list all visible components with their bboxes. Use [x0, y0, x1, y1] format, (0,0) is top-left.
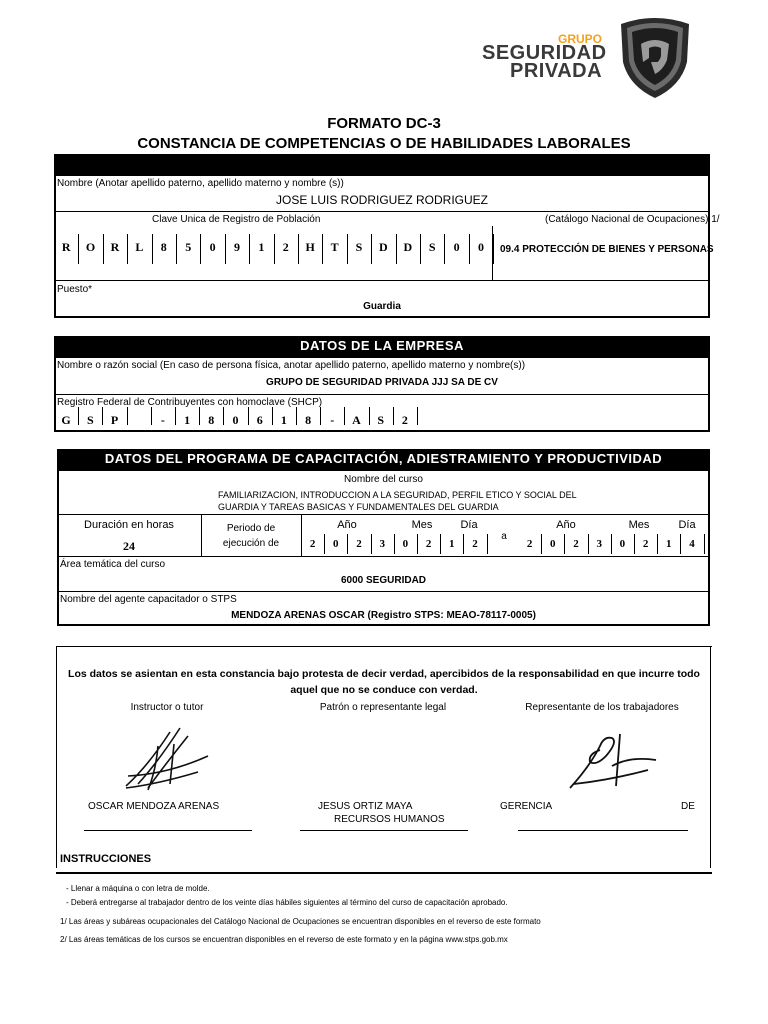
- curp-char: 8: [160, 240, 167, 254]
- worker-name-label: Nombre (Anotar apellido paterno, apellido materno y nombre (s)): [57, 178, 344, 189]
- curp-char: 0: [453, 240, 460, 254]
- curp-char: 1: [258, 240, 265, 254]
- curp-char: 0: [477, 240, 484, 254]
- curp-char: 9: [233, 240, 240, 254]
- end-year-label: Año: [556, 519, 576, 531]
- cell-divider: [417, 407, 418, 425]
- course-name-line1: FAMILIARIZACION, INTRODUCCION A LA SEGURIDAD, PERFIL ETICO Y SOCIAL DEL: [218, 490, 577, 500]
- rfc-char: 0: [232, 413, 239, 427]
- agent-label: Nombre del agente capacitador o STPS: [60, 594, 237, 605]
- company-header: DATOS DE LA EMPRESA: [54, 336, 710, 356]
- instructions-header: INSTRUCCIONES: [60, 853, 152, 865]
- rfc-char: A: [352, 413, 361, 427]
- period-label-2: ejecución de: [222, 538, 280, 549]
- occupation-value: 09.4 PROTECCIÓN DE BIENES Y PERSONAS: [500, 244, 714, 255]
- instructor-label: Instructor o tutor: [130, 702, 204, 713]
- rfc-label: Registro Federal de Contribuyentes con homoclave (SHCP): [57, 397, 323, 408]
- sig-left-border: [56, 646, 57, 868]
- rfc-char: S: [86, 413, 94, 427]
- company-name: GRUPO DE SEGURIDAD PRIVADA JJJ SA DE CV: [266, 377, 498, 388]
- company-name-label: Nombre o razón social (En caso de persona física, anotar apellido paterno, apellido materno y nombre(s)): [57, 360, 526, 371]
- curp-char: R: [110, 240, 120, 254]
- course-label: Nombre del curso: [344, 474, 423, 485]
- rfc-char: 2: [401, 413, 408, 427]
- instructor-signature: [118, 726, 218, 794]
- end-month-label: Mes: [628, 519, 650, 531]
- rfc-char: 1: [280, 413, 287, 427]
- start-day-label: Día: [460, 519, 478, 531]
- instruction-item: 1/ Las áreas y subáreas ocupacionales del Catálogo Nacional de Ocupaciones se encuentran disponibles en el reverso de este formato: [60, 917, 541, 926]
- workers-rep-name-2: DE: [681, 801, 695, 812]
- rfc-char: P: [110, 413, 119, 427]
- start-month-label: Mes: [411, 519, 433, 531]
- instruction-item: 2/ Las áreas temáticas de los cursos se encuentran disponibles en el reverso de este formato y en la página www.stps.gob.mx: [60, 935, 508, 944]
- start-year-label: Año: [337, 519, 357, 531]
- divider: [54, 211, 710, 212]
- rfc-char: 8: [208, 413, 215, 427]
- area-label: Área temática del curso: [60, 559, 166, 570]
- curp-char: D: [379, 240, 388, 254]
- rfc-char: -: [330, 413, 335, 427]
- divider: [57, 591, 710, 592]
- date-digit: 2: [309, 538, 316, 550]
- instructor-sign-line: [84, 830, 252, 831]
- date-digit: 1: [449, 538, 455, 550]
- logo-line1: SEGURIDAD: [482, 42, 607, 64]
- instructor-name: OSCAR MENDOZA ARENAS: [88, 801, 220, 812]
- date-digit: 0: [402, 538, 409, 550]
- curp-char: S: [355, 240, 363, 254]
- rfc-char: -: [160, 413, 165, 427]
- employer-label: Patrón o representante legal: [319, 702, 447, 713]
- curp-char: R: [61, 240, 71, 254]
- cell-divider: [127, 407, 128, 425]
- rfc-char: 8: [305, 413, 312, 427]
- divider: [201, 514, 202, 556]
- rfc-char: G: [61, 413, 71, 427]
- form-title: FORMATO DC-3: [327, 115, 441, 132]
- duration-label: Duración en horas: [84, 519, 174, 531]
- curp-char: T: [330, 240, 339, 254]
- date-digit: 2: [526, 538, 533, 550]
- cell-divider: [487, 534, 488, 554]
- curp-char: S: [428, 240, 436, 254]
- divider: [57, 514, 710, 515]
- divider: [57, 556, 710, 557]
- curp-char: 0: [209, 240, 216, 254]
- workers-rep-label: Representante de los trabajadores: [525, 702, 679, 713]
- instructions-divider: [56, 872, 712, 874]
- curp-char: D: [403, 240, 413, 254]
- rfc-char: S: [377, 413, 385, 427]
- date-digit: 3: [596, 538, 602, 550]
- divider: [54, 280, 710, 281]
- form-subtitle: CONSTANCIA DE COMPETENCIAS O DE HABILIDADES LABORALES: [137, 135, 631, 152]
- rfc-char: 6: [256, 413, 263, 427]
- sig-right-border: [710, 646, 711, 868]
- duration-value: 24: [123, 539, 135, 553]
- date-digit: 2: [425, 538, 432, 550]
- company-logo: [470, 14, 700, 100]
- employer-name-2: RECURSOS HUMANOS: [334, 814, 445, 825]
- cell-divider: [493, 234, 494, 264]
- shield-icon: [615, 14, 695, 100]
- instruction-item: - Llenar a máquina o con letra de molde.: [66, 884, 210, 893]
- logo-line2: PRIVADA: [510, 60, 603, 82]
- employer-name-1: JESUS ORTIZ MAYA: [318, 801, 413, 812]
- end-day-label: Día: [678, 519, 696, 531]
- workers-signature: [560, 726, 670, 796]
- curp-char: H: [305, 240, 315, 254]
- date-digit: 2: [472, 538, 478, 550]
- period-label-1: Periodo de: [226, 523, 276, 534]
- occupation-label: (Catálogo Nacional de Ocupaciones) 1/: [545, 214, 720, 225]
- rfc-char: 1: [184, 413, 191, 427]
- worker-header-bar: [54, 154, 710, 174]
- date-digit: 2: [356, 538, 362, 550]
- workers-rep-name-1: GERENCIA: [500, 801, 553, 812]
- date-digit: 0: [550, 538, 556, 550]
- position-value: Guardia: [363, 301, 401, 312]
- date-digit: 2: [573, 538, 579, 550]
- curp-char: 5: [185, 240, 192, 254]
- date-digit: 4: [689, 538, 695, 550]
- area-value: 6000 SEGURIDAD: [340, 575, 427, 586]
- curp-char: L: [135, 240, 144, 254]
- date-digit: 1: [666, 538, 672, 550]
- position-label: Puesto*: [57, 284, 93, 295]
- workers-rep-sign-line: [518, 830, 688, 831]
- cell-divider: [704, 534, 705, 554]
- date-digit: 0: [333, 538, 339, 550]
- period-a-label: a: [501, 531, 507, 542]
- date-digit: 2: [642, 538, 649, 550]
- program-header: DATOS DEL PROGRAMA DE CAPACITACIÓN, ADIESTRAMIENTO Y PRODUCTIVIDAD: [57, 449, 710, 469]
- sig-top-border: [56, 646, 712, 647]
- divider: [54, 394, 710, 395]
- date-digit: 3: [379, 538, 385, 550]
- protest-statement: Los datos se asientan en esta constancia bajo protesta de decir verdad, apercibidos de la responsabilidad en que incurre todo aquel que no se conduce con verdad.: [68, 668, 700, 696]
- instruction-item: - Deberá entregarse al trabajador dentro de los veinte días hábiles siguientes al término del curso de capacitación aprobado.: [66, 898, 508, 907]
- worker-name: JOSE LUIS RODRIGUEZ RODRIGUEZ: [275, 193, 489, 207]
- curp-char: 2: [282, 240, 289, 254]
- agent-value: MENDOZA ARENAS OSCAR (Registro STPS: MEAO-78117-0005): [231, 610, 536, 621]
- course-name-line2: GUARDIA Y TAREAS BASICAS Y FUNDAMENTALES DEL GUARDIA: [218, 502, 499, 512]
- curp-char: O: [85, 240, 96, 254]
- date-digit: 0: [619, 538, 626, 550]
- employer-sign-line: [300, 830, 468, 831]
- logo-grupo: GRUPO: [558, 32, 603, 46]
- curp-label: Clave Unica de Registro de Población: [152, 214, 321, 225]
